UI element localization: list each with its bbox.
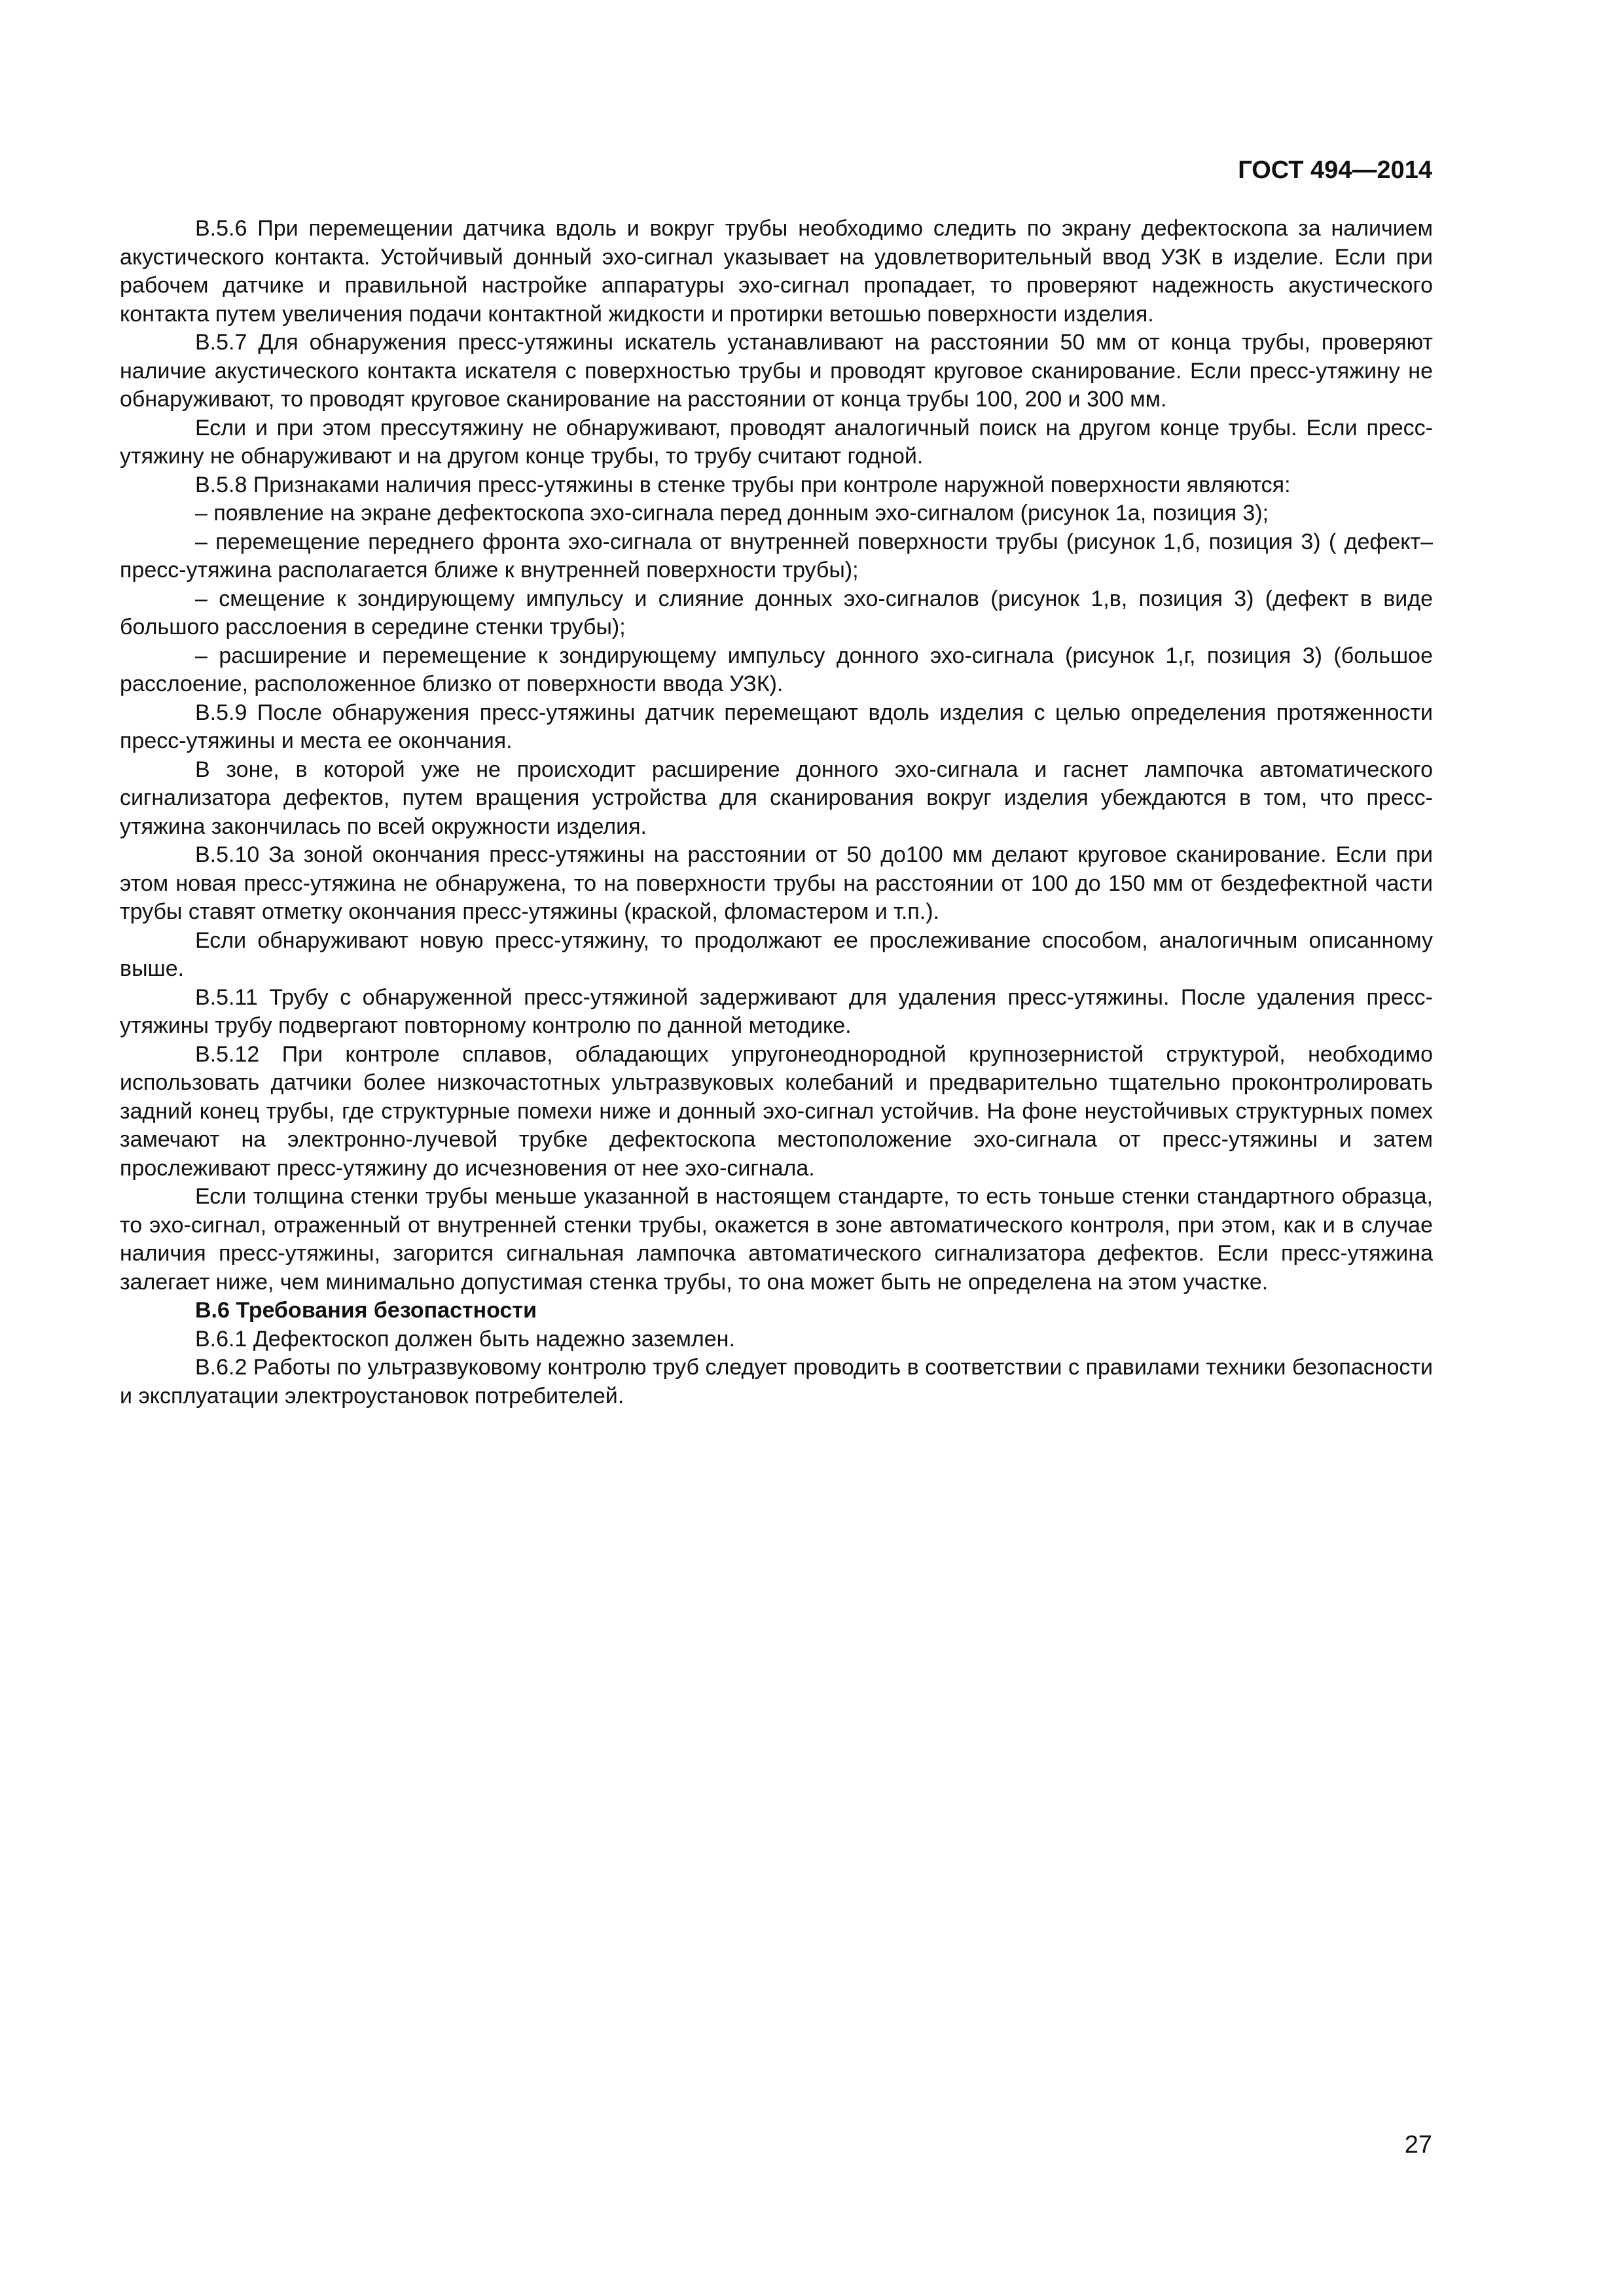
paragraph-b-5-9-continued: В зоне, в которой уже не происходит расширение донного эхо-сигнала и гаснет лампочка автоматического сигнализатора дефектов, путем вращения устройства для сканирования вокруг изделия убеждаются в том, что пресс-утяжина закончилась по всей окружности изделия. <box>120 757 1433 839</box>
document-header-title: ГОСТ 494—2014 <box>1238 156 1432 184</box>
list-item-sign-4: – расширение и перемещение к зондирующему импульсу донного эхо-сигнала (рисунок 1,г, позиция 3) (большое расслоение, расположенное близко от поверхности ввода УЗК). <box>120 643 1433 696</box>
paragraph-b-5-10: В.5.10 За зоной окончания пресс-утяжины на расстоянии от 50 до100 мм делают круговое сканирование. Если при этом новая пресс-утяжина не обнаружена, то на поверхности трубы на расстоянии от 100 до 150 мм от бездефектной части трубы ставят отметку окончания пресс-утяжины (краской, фломастером и т.п.). <box>120 842 1433 924</box>
paragraph-b-5-8: В.5.8 Признаками наличия пресс-утяжины в стенке трубы при контроле наружной поверхности являются: <box>195 472 1291 497</box>
page-number: 27 <box>1404 2131 1432 2159</box>
document-body <box>120 215 1433 1410</box>
paragraph-b-6-1: В.6.1 Дефектоскоп должен быть надежно заземлен. <box>195 1326 735 1352</box>
paragraph-b-5-7-continued: Если и при этом прессутяжину не обнаруживают, проводят аналогичный поиск на другом конце трубы. Если пресс-утяжину не обнаруживают и на другом конце трубы, то трубу считают годной. <box>120 415 1433 469</box>
paragraph-b-5-9: В.5.9 После обнаружения пресс-утяжины датчик перемещают вдоль изделия с целью определения протяженности пресс-утяжины и места ее окончания. <box>120 700 1433 753</box>
paragraph-b-5-7: В.5.7 Для обнаружения пресс-утяжины искатель устанавливают на расстоянии 50 мм от конца трубы, проверяют наличие акустического контакта искателя с поверхностью трубы и проводят круговое сканирование. Если пресс-утяжину не обнаруживают, то проводят круговое сканирование на расстоянии от конца трубы 100, 200 и 300 мм. <box>120 330 1433 412</box>
paragraph-b-5-10-continued: Если обнаруживают новую пресс-утяжину, то продолжают ее прослеживание способом, аналогичным описанному выше. <box>120 927 1433 981</box>
list-item-sign-2: – перемещение переднего фронта эхо-сигнала от внутренней поверхности трубы (рисунок 1,б, позиция 3) ( дефект–пресс-утяжина располагается ближе к внутренней поверхности трубы); <box>120 529 1433 583</box>
list-item-sign-1: – появление на экране дефектоскопа эхо-сигнала перед донным эхо-сигналом (рисунок 1а, позиция 3); <box>195 501 1269 526</box>
paragraph-b-5-12-continued: Если толщина стенки трубы меньше указанной в настоящем стандарте, то есть тоньше стенки стандартного образца, то эхо-сигнал, отраженный от внутренней стенки трубы, окажется в зоне автоматического контроля, при этом, как и в случае наличия пресс-утяжины, загорится сигнальная лампочка автоматического сигнализатора дефектов. Если пресс-утяжина залегает ниже, чем минимально допустимая стенка трубы, то она может быть не определена на этом участке. <box>120 1184 1433 1295</box>
paragraph-b-6-2: В.6.2 Работы по ультразвуковому контролю труб следует проводить в соответствии с правилами техники безопасности и эксплуатации электроустановок потребителей. <box>120 1355 1433 1408</box>
list-item-sign-3: – смещение к зондирующему импульсу и слияние донных эхо-сигналов (рисунок 1,в, позиция 3) (дефект в виде большого расслоения в середине стенки трубы); <box>120 586 1433 639</box>
section-heading-b-6: В.6 Требования безопастности <box>195 1298 537 1323</box>
paragraph-b-5-11: В.5.11 Трубу с обнаруженной пресс-утяжиной задерживают для удаления пресс-утяжины. После удаления пресс-утяжины трубу подвергают повторному контролю по данной методике. <box>120 984 1433 1038</box>
paragraph-b-5-6: В.5.6 При перемещении датчика вдоль и вокруг трубы необходимо следить по экрану дефектоскопа за наличием акустического контакта. Устойчивый донный эхо-сигнал указывает на удовлетворительный ввод УЗК в изделие. Если при рабочем датчике и правильной настройке аппаратуры эхо-сигнал пропадает, то проверяют надежность акустического контакта путем увеличения подачи контактной жидкости и протирки ветошью поверхности изделия. <box>120 216 1433 327</box>
paragraph-b-5-12: В.5.12 При контроле сплавов, обладающих упругонеоднородной крупнозернистой структурой, необходимо использовать датчики более низкочастотных ультразвуковых колебаний и предварительно тщательно проконтролировать задний конец трубы, где структурные помехи ниже и донный эхо-сигнал устойчив. На фоне неустойчивых структурных помех замечают на электронно-лучевой трубке дефектоскопа местоположение эхо-сигнала от пресс-утяжины и затем прослеживают пресс-утяжину до исчезновения от нее эхо-сигнала. <box>120 1041 1433 1181</box>
